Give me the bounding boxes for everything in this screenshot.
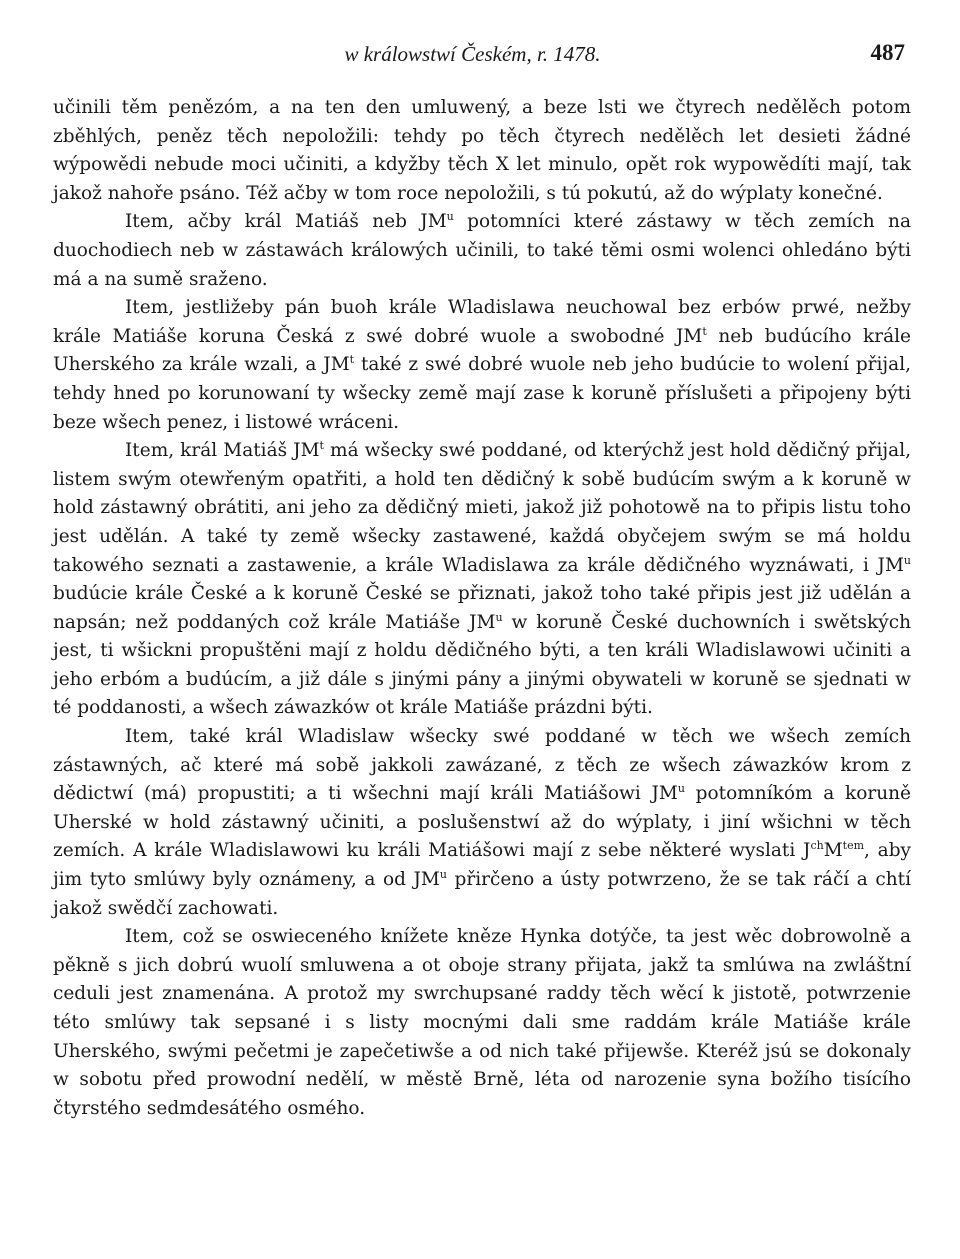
superscript-abbreviation: t	[319, 439, 324, 453]
text-run: budúcie krále České a k koruně České se přiznati, jakož toho také připis jest již udělán a napsán; než poddaných což krále Matiáše JM	[53, 583, 911, 633]
text-run: učinili těm penězóm, a na ten den umluwený, a beze lsti we čtyrech nedělěch potom zběhlých, peněz těch nepoložili: tehdy po těch čtyrech nedělěch let desieti žádné wýpowědi nebude moci učiniti, a kdyžby těch X let minulo, opět rok wypowědíti mají, tak jakož nahoře psáno. Též ačby w tom roce nepoložili, s tú pokutú, až do wýplaty konečné.	[53, 97, 911, 204]
superscript-abbreviation: ch	[810, 839, 824, 853]
paragraph	[53, 923, 911, 1123]
text-run: Item, král Matiáš JM	[125, 440, 320, 462]
text-run: přirčeno a ústy potwrzeno, že se tak ráčí a chtí jakož swědčí zachowati.	[53, 869, 911, 919]
superscript-abbreviation: u	[439, 868, 447, 882]
superscript-abbreviation: u	[677, 782, 685, 796]
text-run: , aby jim tyto smlúwy byly oznámeny, a od JM	[53, 840, 912, 891]
text-run: Item, ačby král Matiáš neb JM	[125, 211, 447, 233]
text-run: Item, také král Wladislaw wšecky swé poddané w těch we wšech zemích zástawných, ač které má sobě jakkoli zawázané, z těch ze wšech záwazków krom z dědictwí (má) propustiti; a ti wšechni mají králi Matiášowi JM	[53, 726, 911, 805]
superscript-abbreviation: u	[446, 210, 454, 224]
text-run: také z swé dobré wuole neb jeho budúcie to wolení přijal, tehdy hned po korunowaní ty wšecky země mají zase k koruně příslušeti a připojeny býti beze wšech penez, i listowé wráceni.	[53, 354, 911, 433]
body-text	[53, 94, 911, 1123]
text-run: má wšecky swé poddané, od kterýchž jest hold dědičný přijal, listem swým otewřeným opatřiti, a hold ten dědičný k sobě budúcím swým a k koruně w hold zástawný obrátiti, ani jeho za dědičný mieti, jakož již pohotowě na to připis listu toho jest udělán. A také ty země wšecky zastawené, každá obyčejem swým se má holdu takowého seznati a zastawenie, a krále Wladislawa za krále dědičného wyznáwati, i JM	[53, 440, 911, 576]
superscript-abbreviation: tem	[842, 839, 865, 853]
running-title: w králowstwí Českém, r. 1478.	[344, 42, 601, 66]
paragraph	[53, 294, 911, 437]
superscript-abbreviation: t	[349, 353, 355, 367]
paragraph	[53, 208, 911, 294]
page-number: 487	[870, 40, 905, 65]
paragraph	[53, 723, 911, 923]
text-run: M	[823, 840, 843, 862]
paragraph	[53, 94, 911, 208]
superscript-abbreviation: u	[495, 610, 503, 624]
page-header	[40, 40, 905, 74]
paragraph	[53, 437, 911, 723]
superscript-abbreviation: t	[702, 324, 707, 338]
text-run: potomníci které zástawy w těch zemích na duochodiech neb w zástawách králowých učinili, to také těmi osmi wolenci ohledáno býti má a na sumě sraženo.	[53, 211, 911, 290]
text-run: potomníkóm a koruně Uherské w hold zástawný učiniti, a poslušenstwí až do wýplaty, i jiní wšichni w těch zemích. A krále Wladislawowi ku králi Matiášowi mají z sebe některé wyslati J	[53, 783, 911, 862]
text-run: Item, jestližeby pán buoh krále Wladislawa neuchowal bez erbów prwé, nežby krále Matiáše koruna Česká z swé dobré wuole a swobodné JM	[53, 297, 911, 347]
text-run: w koruně České duchowních i swětských jest, ti wšickni propuštěni mají z holdu dědičného býti, a ten králi Wladislawowi učiniti a jeho erbóm a budúcím, a již dále s jinými pány a jinými obywateli w koruně se sjednati w té poddanosti, a wšech záwazków ot krále Matiáše prázdni býti.	[53, 611, 911, 719]
text-run: neb budúcího krále Uherského za krále wzali, a JM	[53, 325, 911, 376]
text-run: Item, což se oswieceného knížete kněze Hynka dotýče, ta jest wěc dobrowolně a pěkně s jich dobrú wuolí smluwena a ot oboje strany přijata, jakž ta smlúwa na zwláštní ceduli jest znamenána. A protož my swrchupsané raddy těch wěcí k jistotě, potwrzenie této smlúwy tak sepsané i s listy mocnými dali sme raddám krále Matiáše krále Uherského, swými pečetmi je zapečetiwše a od nich také přijewše. Kteréž jsú se dokonaly w sobotu před prowodní nedělí, w městě Brně, léta od narozenie syna božího tisícího čtyrstého sedmdesátého osmého.	[53, 926, 911, 1119]
superscript-abbreviation: u	[903, 553, 911, 567]
